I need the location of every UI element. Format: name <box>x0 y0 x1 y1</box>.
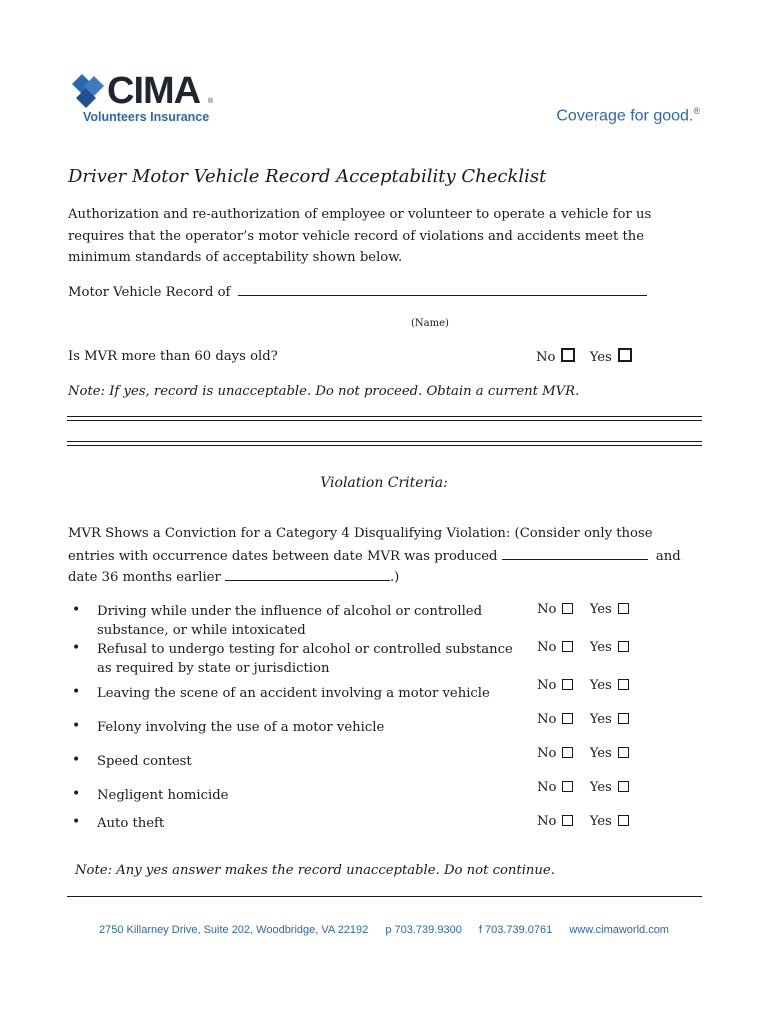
violation-text: Auto theft <box>97 816 165 831</box>
violation-answer <box>537 780 629 795</box>
no-label: No <box>537 746 557 761</box>
logo-subtitle: Volunteers Insurance <box>83 110 210 124</box>
footer-address: 2750 Killarney Drive, Suite 202, Woodbridge, VA 22192 <box>99 924 369 936</box>
divider-line <box>67 416 702 417</box>
yes-checkbox[interactable] <box>618 603 629 614</box>
mvr-age-answer <box>536 348 632 365</box>
note-final: Note: Any yes answer makes the record unacceptable. Do not continue. <box>75 863 555 878</box>
tagline <box>556 106 700 125</box>
violation-text: Negligent homicide <box>97 788 229 803</box>
violation-text: Leaving the scene of an accident involving a motor vehicle <box>97 686 490 701</box>
yes-label: Yes <box>589 712 612 727</box>
conviction-line-3 <box>68 568 399 585</box>
no-checkbox[interactable] <box>562 641 573 652</box>
mvr-record-of-label: Motor Vehicle Record of <box>68 285 231 300</box>
violation-answer <box>537 678 629 693</box>
violation-answer <box>537 602 629 617</box>
no-checkbox[interactable] <box>562 781 573 792</box>
mvr-age-question: Is MVR more than 60 days old? <box>68 349 278 364</box>
bullet: • <box>72 602 81 618</box>
cima-logo <box>72 72 232 132</box>
violation-answer <box>537 814 629 829</box>
no-label: No <box>537 712 557 727</box>
mvr-age-no-checkbox[interactable] <box>561 348 575 362</box>
mvr-record-of-row <box>68 283 647 300</box>
mvr-produced-date-field[interactable] <box>502 547 648 560</box>
yes-label: Yes <box>589 640 612 655</box>
footer-fax: f 703.739.0761 <box>478 924 553 936</box>
no-label: No <box>537 640 557 655</box>
tagline-mark: ® <box>693 106 700 116</box>
bullet: • <box>72 684 81 700</box>
bullet: • <box>72 814 81 830</box>
yes-label: Yes <box>589 814 612 829</box>
document-title: Driver Motor Vehicle Record Acceptability Checklist <box>68 166 547 187</box>
yes-label: Yes <box>589 678 612 693</box>
violation-answer <box>537 712 629 727</box>
name-caption: (Name) <box>411 318 449 329</box>
yes-label: Yes <box>589 350 612 365</box>
no-checkbox[interactable] <box>562 603 573 614</box>
yes-checkbox[interactable] <box>618 641 629 652</box>
no-label: No <box>537 780 557 795</box>
yes-label: Yes <box>589 746 612 761</box>
driver-name-field[interactable] <box>238 283 647 296</box>
tagline-text: Coverage for good. <box>556 107 694 125</box>
conviction-line-2 <box>68 547 681 564</box>
no-label: No <box>537 814 557 829</box>
no-label: No <box>537 602 557 617</box>
bullet: • <box>72 752 81 768</box>
no-label: No <box>537 678 557 693</box>
no-checkbox[interactable] <box>562 815 573 826</box>
note-current-mvr: Note: If yes, record is unacceptable. Do not proceed. Obtain a current MVR. <box>68 384 580 399</box>
conviction-line-3-end: .) <box>389 570 400 585</box>
conviction-line-1: MVR Shows a Conviction for a Category 4 Disqualifying Violation: (Consider only those <box>68 526 653 541</box>
bullet: • <box>72 718 81 734</box>
yes-checkbox[interactable] <box>618 679 629 690</box>
conviction-line-2-and: and <box>655 549 681 564</box>
no-checkbox[interactable] <box>562 713 573 724</box>
violation-answer <box>537 640 629 655</box>
intro-paragraph: Authorization and re-authorization of employee or volunteer to operate a vehicle for us requires that the operator’s motor vehicle record of violations and accidents meet the minimum standards of acceptability shown below. <box>68 207 652 265</box>
footer-website-link[interactable]: www.cimaworld.com <box>569 924 669 936</box>
divider-line <box>67 441 702 442</box>
conviction-line-3-text: date 36 months earlier <box>68 570 221 585</box>
violation-text: Refusal to undergo testing for alcohol or controlled substance as required by state or jurisdiction <box>97 642 513 676</box>
conviction-line-2-text: entries with occurrence dates between date MVR was produced <box>68 549 498 564</box>
yes-checkbox[interactable] <box>618 747 629 758</box>
bullet: • <box>72 640 81 656</box>
no-checkbox[interactable] <box>562 679 573 690</box>
yes-checkbox[interactable] <box>618 815 629 826</box>
yes-label: Yes <box>589 780 612 795</box>
cima-diamond-icon <box>72 74 108 108</box>
earlier-date-field[interactable] <box>225 568 390 581</box>
divider-line <box>67 445 702 446</box>
no-checkbox[interactable] <box>562 747 573 758</box>
divider-line <box>67 420 702 421</box>
violation-answer <box>537 746 629 761</box>
mvr-age-yes-checkbox[interactable] <box>618 348 632 362</box>
violation-text: Speed contest <box>97 754 192 769</box>
logo-wordmark: CIMA <box>107 70 201 112</box>
violation-criteria-heading: Violation Criteria: <box>320 475 448 491</box>
bullet: • <box>72 786 81 802</box>
footer-contact <box>0 924 768 936</box>
footer-divider <box>67 896 702 897</box>
violation-text: Driving while under the influence of alcohol or controlled substance, or while intoxicated <box>97 604 483 638</box>
footer-phone: p 703.739.9300 <box>385 924 462 936</box>
logo-registered-mark: ® <box>208 98 214 105</box>
no-label: No <box>536 350 556 365</box>
violation-text: Felony involving the use of a motor vehicle <box>97 720 385 735</box>
yes-checkbox[interactable] <box>618 713 629 724</box>
yes-label: Yes <box>589 602 612 617</box>
yes-checkbox[interactable] <box>618 781 629 792</box>
